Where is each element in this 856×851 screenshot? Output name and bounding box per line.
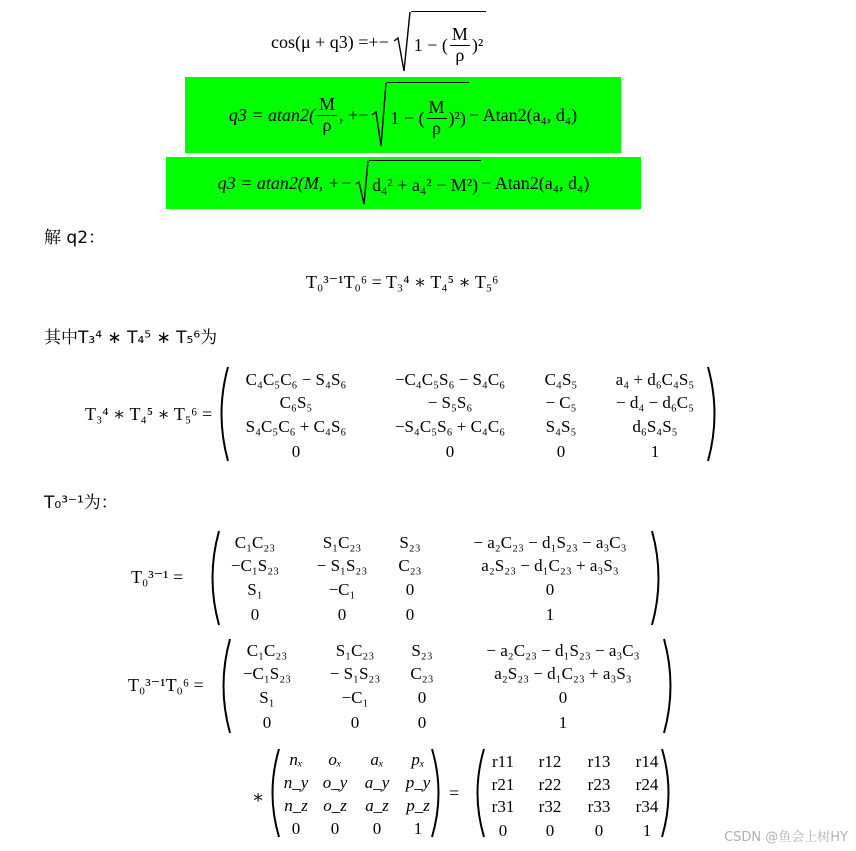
m4-cell-r4c1: 0 — [291, 819, 301, 838]
equation-transform-product: T₀³⁻¹T₀⁶ = T₃⁴ ∗ T₄⁵ ∗ T₅⁶ — [306, 272, 499, 292]
m2-cell-r4c4: 1 — [545, 605, 555, 624]
matrix1-lhs: T₃⁴ ∗ T₄⁵ ∗ T₅⁶ = — [85, 404, 213, 424]
m2-cell-r2c4: a₂S₂₃ − d₁C₂₃ + a₃S₃ — [481, 556, 619, 575]
m4-cell-r3c3: a_z — [365, 796, 389, 815]
m2-cell-r4c3: 0 — [405, 605, 415, 624]
m2-cell-r4c2: 0 — [337, 605, 347, 624]
m4-cell-r2c4: p_y — [405, 773, 431, 792]
m1-cell-r4c2: 0 — [445, 442, 455, 461]
equals-sign: = — [449, 783, 460, 803]
m4-cell-r2c3: a_y — [364, 773, 390, 792]
m3-cell-r4c4: 1 — [558, 713, 568, 732]
matrix3-left-paren — [216, 638, 232, 734]
m4-cell-r2c2: o_y — [322, 773, 348, 792]
matrix4-right-paren — [430, 748, 446, 838]
m2-cell-r1c3: S₂₃ — [399, 533, 421, 552]
matrix3-right-paren — [662, 638, 678, 734]
m2-cell-r3c1: S₁ — [247, 580, 263, 599]
m2-cell-r1c1: C₁C₂₃ — [234, 533, 276, 552]
m4-cell-r2c1: n_y — [283, 773, 309, 792]
where-label: 其中T₃⁴ ∗ T₄⁵ ∗ T₅⁶为 — [44, 328, 218, 348]
m5-cell-r3c1: r31 — [491, 797, 515, 816]
m5-cell-r2c4: r24 — [635, 775, 659, 794]
m2-cell-r1c2: S₁C₂₃ — [322, 533, 362, 552]
m3-cell-r4c1: 0 — [262, 713, 272, 732]
multiply-star: ∗ — [252, 787, 265, 807]
matrix5-right-paren — [660, 748, 676, 838]
m1-cell-r4c3: 0 — [556, 442, 566, 461]
m5-cell-r4c1: 0 — [498, 821, 508, 840]
m5-cell-r1c2: r12 — [538, 752, 562, 771]
m3-cell-r1c2: S₁C₂₃ — [335, 641, 375, 660]
eq2-sqrt: 1 − ( $\frac{M}{\rho}$ )²) — [371, 82, 469, 148]
m3-cell-r4c2: 0 — [350, 713, 360, 732]
matrix1-right-paren — [706, 366, 722, 462]
m4-cell-r3c2: o_z — [323, 796, 347, 815]
m3-cell-r3c3: 0 — [417, 688, 427, 707]
m2-cell-r3c3: 0 — [405, 580, 415, 599]
m5-cell-r1c3: r13 — [587, 752, 611, 771]
m3-cell-r2c1: −C₁S₂₃ — [242, 664, 292, 683]
solve-q2-label: 解 q2： — [44, 228, 106, 248]
m1-cell-r4c1: 0 — [291, 442, 301, 461]
m4-cell-r1c3: aₓ — [370, 750, 384, 769]
m3-cell-r2c3: C₂₃ — [410, 664, 434, 683]
m5-cell-r2c2: r22 — [538, 775, 562, 794]
matrix2-right-paren — [650, 530, 666, 626]
watermark: CSDN @鱼会上树HY — [724, 830, 848, 845]
m5-cell-r3c2: r32 — [538, 797, 562, 816]
m1-cell-r1c2: −C₄C₅S₆ − S₄C₆ — [394, 370, 506, 389]
eq1-sqrt: 1 − ( $\frac{M}{\rho}$ )² — [393, 11, 487, 73]
m4-cell-r3c1: n_z — [284, 796, 308, 815]
matrix1-left-paren — [214, 366, 230, 462]
m5-cell-r1c1: r11 — [491, 752, 515, 771]
m1-cell-r2c2: − S₅S₆ — [427, 393, 473, 412]
m5-cell-r3c4: r34 — [635, 797, 659, 816]
m1-cell-r2c1: C₆S₅ — [279, 393, 313, 412]
equation-cos — [271, 10, 486, 74]
matrix3-lhs: T₀³⁻¹T₀⁶ = — [128, 675, 204, 695]
m3-cell-r2c2: − S₁S₂₃ — [329, 664, 381, 683]
m5-cell-r3c3: r33 — [587, 797, 611, 816]
eq1-lhs: cos(μ + q3) =+− — [271, 31, 389, 52]
m1-cell-r3c4: d₆S₄S₅ — [632, 417, 678, 436]
m4-cell-r4c4: 1 — [413, 819, 423, 838]
m5-cell-r4c3: 0 — [594, 821, 604, 840]
m3-cell-r3c1: S₁ — [259, 688, 275, 707]
equation-q3-d4: q3 = atan2(M, +− d₄² + a₄² − M²) − Atan2(a₄, d₄) — [166, 157, 641, 209]
m2-cell-r3c4: 0 — [545, 580, 555, 599]
m3-cell-r1c3: S₂₃ — [411, 641, 433, 660]
matrix5-left-paren — [470, 748, 486, 838]
m3-cell-r2c4: a₂S₂₃ − d₁C₂₃ + a₃S₃ — [494, 664, 632, 683]
m2-cell-r2c2: − S₁S₂₃ — [316, 556, 368, 575]
m4-cell-r1c4: pₓ — [411, 750, 425, 769]
inverse-label: T₀³⁻¹为： — [44, 493, 118, 513]
m1-cell-r2c4: − d₄ − d₆C₅ — [615, 393, 695, 412]
m3-cell-r4c3: 0 — [417, 713, 427, 732]
m4-cell-r4c2: 0 — [330, 819, 340, 838]
equation-q3-rho: q3 = atan2( $\frac{M}{\rho}$ , +− 1 − ( $\frac{M}{\rho}$ )²) − Atan2(a₄, d₄) — [185, 77, 621, 153]
m2-cell-r2c1: −C₁S₂₃ — [230, 556, 280, 575]
eq1-fraction: $\frac{M}{\rho}$ — [451, 24, 468, 65]
m1-cell-r1c1: C₄C₅C₆ − S₄S₆ — [245, 370, 347, 389]
m1-cell-r4c4: 1 — [650, 442, 660, 461]
m5-cell-r2c1: r21 — [491, 775, 515, 794]
m1-cell-r1c4: a₄ + d₆C₄S₅ — [615, 370, 695, 389]
matrix2-lhs: T₀³⁻¹ = — [131, 567, 184, 587]
m4-cell-r1c1: nₓ — [289, 750, 303, 769]
m2-cell-r3c2: −C₁ — [328, 580, 356, 599]
m4-cell-r3c4: p_z — [406, 796, 430, 815]
m4-cell-r1c2: oₓ — [328, 750, 342, 769]
m5-cell-r1c4: r14 — [635, 752, 659, 771]
m2-cell-r4c1: 0 — [250, 605, 260, 624]
matrix4-left-paren — [265, 748, 281, 838]
m5-cell-r4c2: 0 — [545, 821, 555, 840]
m3-cell-r1c1: C₁C₂₃ — [246, 641, 288, 660]
m1-cell-r1c3: C₄S₅ — [544, 370, 578, 389]
m3-cell-r1c4: − a₂C₂₃ − d₁S₂₃ − a₃C₃ — [486, 641, 640, 660]
m5-cell-r4c4: 1 — [642, 821, 652, 840]
matrix2-left-paren — [205, 530, 221, 626]
m3-cell-r3c2: −C₁ — [341, 688, 369, 707]
m2-cell-r2c3: C₂₃ — [398, 556, 422, 575]
m1-cell-r2c3: − C₅ — [545, 393, 577, 412]
m1-cell-r3c2: −S₄C₅S₆ + C₄C₆ — [394, 417, 506, 436]
m1-cell-r3c1: S₄C₅C₆ + C₄S₆ — [245, 417, 347, 436]
m2-cell-r1c4: − a₂C₂₃ − d₁S₂₃ − a₃C₃ — [473, 533, 627, 552]
m1-cell-r3c3: S₄S₅ — [545, 417, 577, 436]
eq3-sqrt: d₄² + a₄² − M²) — [355, 160, 481, 206]
m3-cell-r3c4: 0 — [558, 688, 568, 707]
m5-cell-r2c3: r23 — [587, 775, 611, 794]
m4-cell-r4c3: 0 — [372, 819, 382, 838]
